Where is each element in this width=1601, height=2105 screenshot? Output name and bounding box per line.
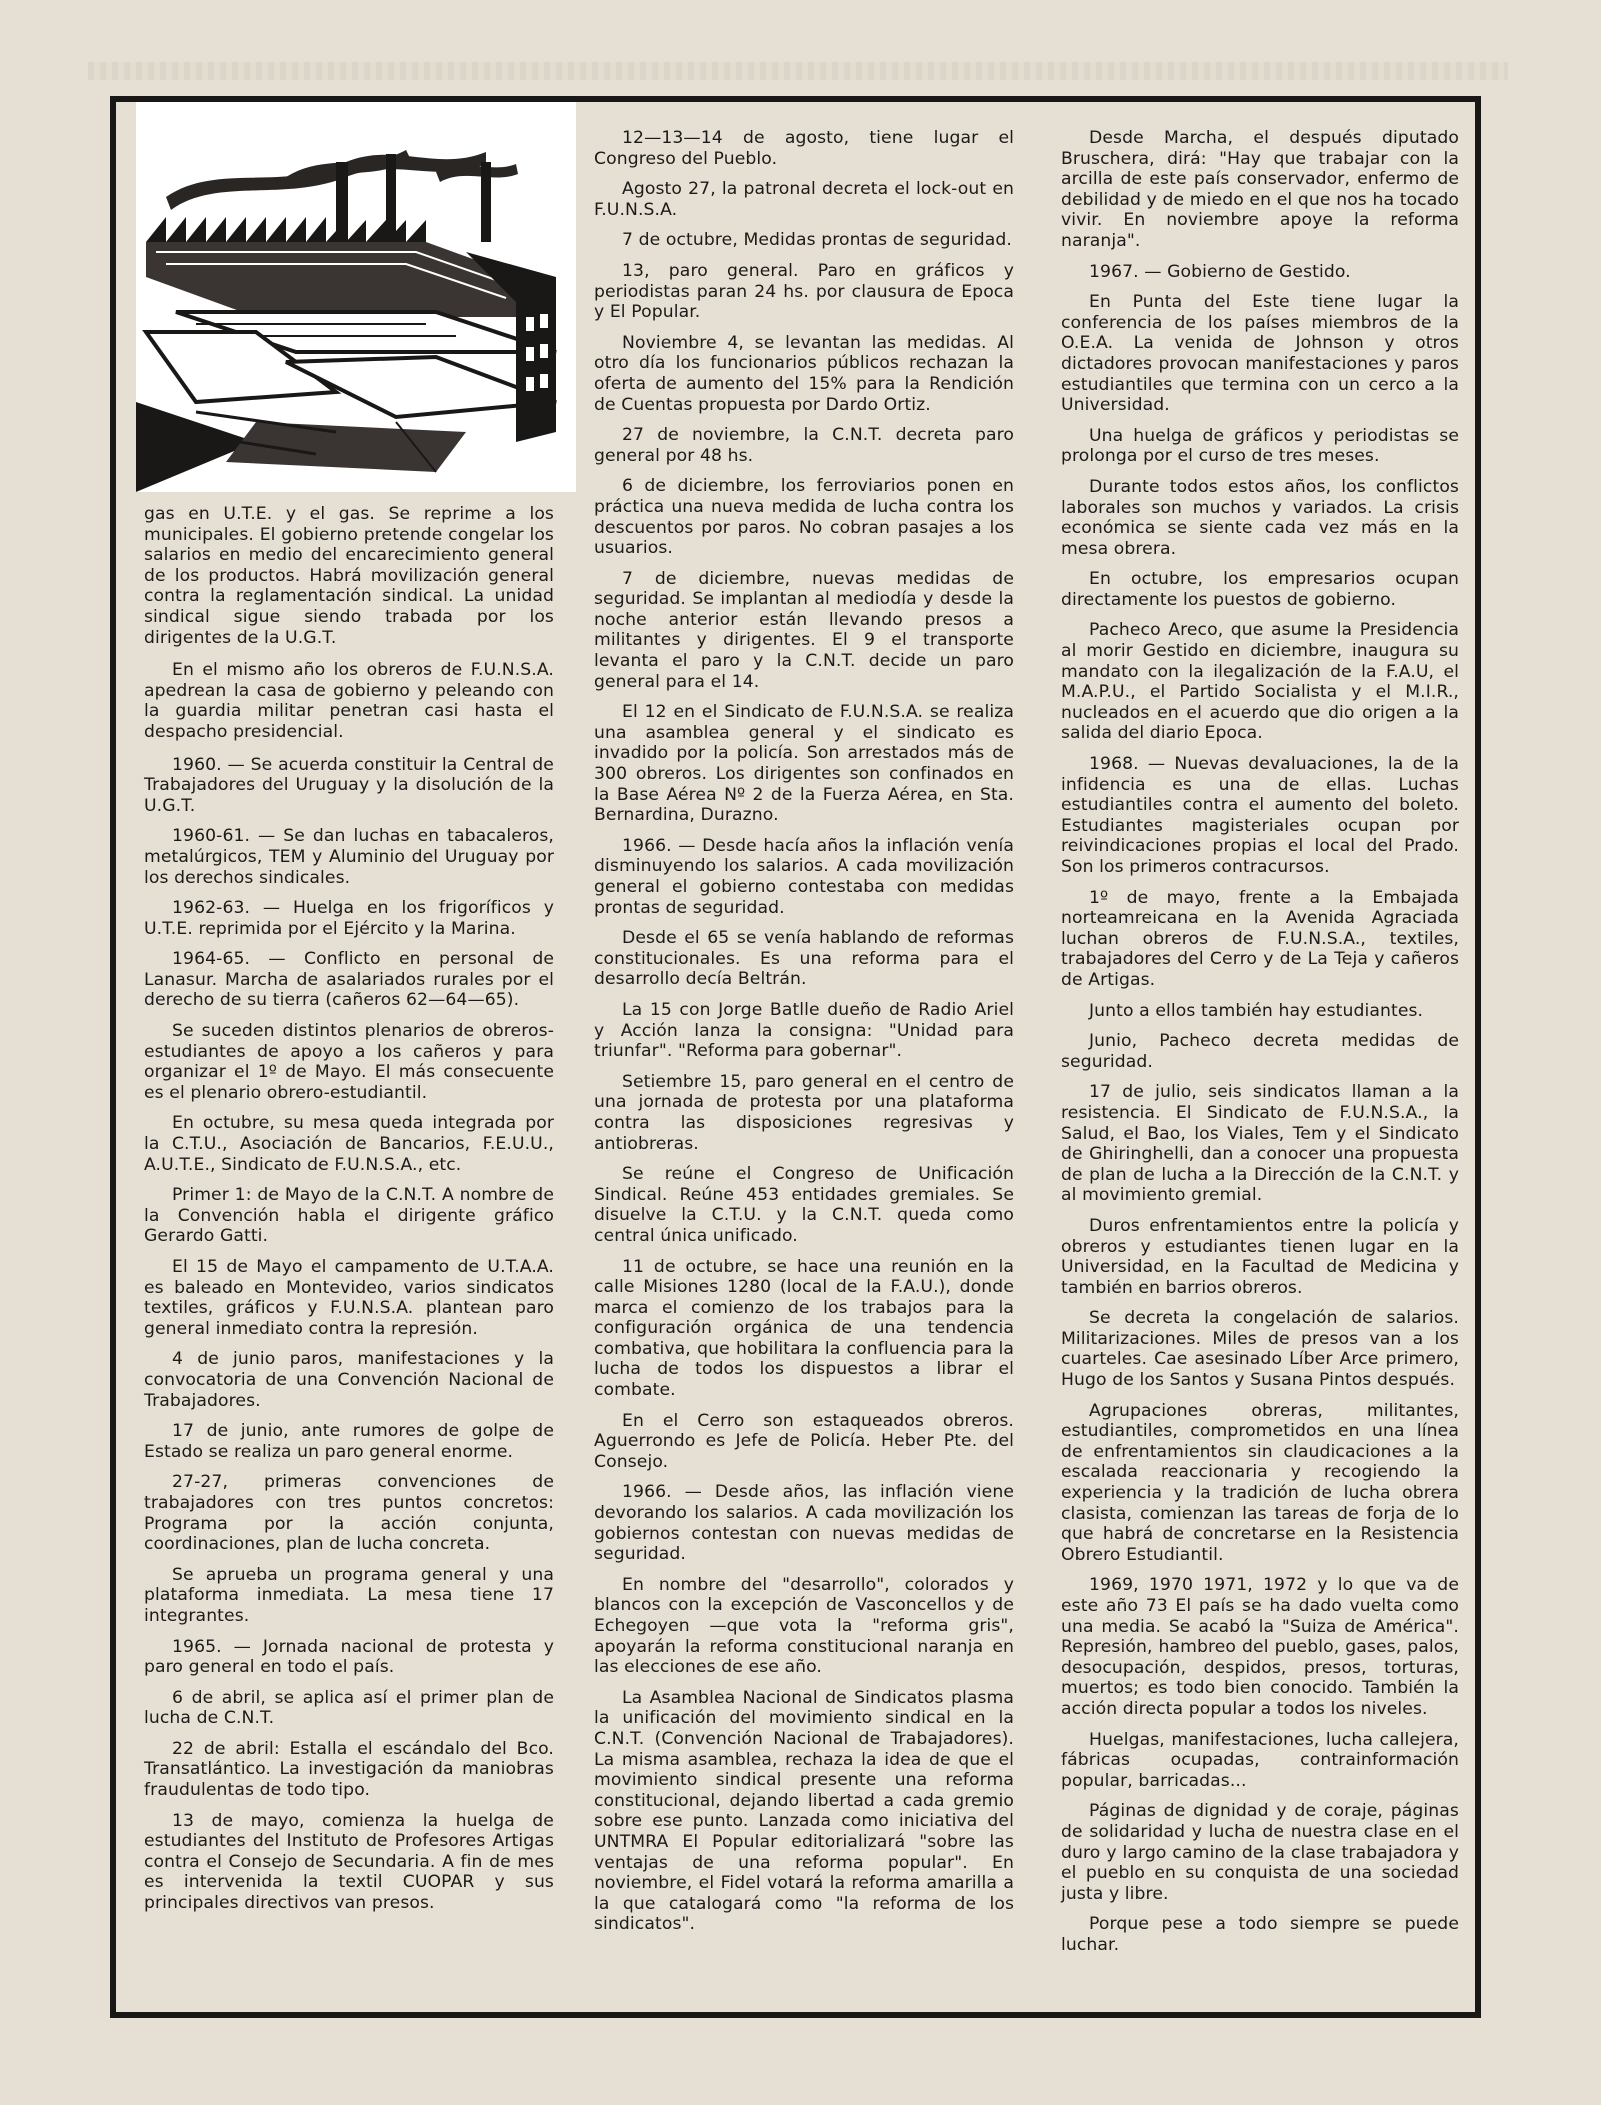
paragraph: Junto a ellos también hay estudiantes. [1089,1000,1424,1021]
paragraph: 7 de octubre, Medidas prontas de seguridad. [622,230,1012,251]
paragraph: 1960. — Se acuerda constituir la Central de Trabajadores del Uruguay y la disolución de la U.G.T. [144,754,554,816]
paragraph: Se reúne el Congreso de Unificación Sindical. Reúne 453 entidades gremiales. Se disuelve la C.T.U. y la C.N.T. queda como central única unificado. [594,1164,1014,1246]
paragraph: En el mismo año los obreros de F.U.N.S.A. apedrean la casa de gobierno y peleando con la guardia militar penetran casi hasta el despacho presidencial. [144,660,554,742]
paragraph: 4 de junio paros, manifestaciones y la convocatoria de una Convención Nacional de Trabajadores. [144,1349,554,1411]
paragraph: La Asamblea Nacional de Sindicatos plasma la unificación del movimiento sindical en la C.N.T. (Convención Nacional de Trabajadores). La misma asamblea, rechaza la idea de que el movimiento sindical presente una reforma constitucional, dejando libertad a cada gremio sobre ese punto. Lanzada como iniciativa del UNTMRA El Popular editorializará "sobre las ventajas de una reforma popular". En noviembre, el Fidel votará la reforma amarilla a la que catalogará como "la reforma de los sindicatos". [594,1687,1014,1935]
paragraph: El 15 de Mayo el campamento de U.T.A.A. es baleado en Montevideo, varios sindicatos textiles, gráficos y F.U.N.S.A. plantean paro general inmediato contra la represión. [144,1257,554,1339]
paragraph: 17 de junio, ante rumores de golpe de Estado se realiza un paro general enorme. [144,1421,554,1462]
paragraph: 27-27, primeras convenciones de trabajadores con tres puntos concretos: Programa por la acción conjunta, coordinaciones, plan de lucha concreta. [144,1472,554,1555]
paragraph: 1º de mayo, frente a la Embajada norteamreicana en la Avenida Agraciada luchan obreros de F.U.N.S.A., textiles, trabajadores del Cerro y de La Teja y cañeros de Artigas. [1061,887,1459,990]
paragraph: La 15 con Jorge Batlle dueño de Radio Ariel y Acción lanza la consigna: "Unidad para triunfar". "Reforma para gobernar". [594,999,1014,1062]
paragraph: 22 de abril: Estalla el escándalo del Bco. Transatlántico. La investigación da maniobras fraudulentas de todo tipo. [144,1738,554,1801]
paragraph: 13 de mayo, comienza la huelga de estudiantes del Instituto de Profesores Artigas contra el Consejo de Secundaria. A fin de mes es intervenida la textil CUOPAR y sus principales directivos van presos. [144,1810,554,1914]
paragraph: 1966. — Desde hacía años la inflación venía disminuyendo los salarios. A cada movilización general el gobierno contestaba con medidas prontas de seguridad. [594,835,1014,918]
paragraph: 12—13—14 de agosto, tiene lugar el Congreso del Pueblo. [594,128,1014,169]
paragraph: Noviembre 4, se levantan las medidas. Al otro día los funcionarios públicos rechazan la oferta de aumento del 15% para la Rendición de Cuentas propuesta por Dardo Ortiz. [594,332,1014,415]
column-3 [1061,128,1459,1966]
paragraph: Porque pese a todo siempre se puede luchar. [1061,1914,1459,1955]
column-1 [144,102,554,1914]
paragraph: Setiembre 15, paro general en el centro de una jornada de protesta por una plataforma contra las disposiciones regresivas y antiobreras. [594,1071,1014,1154]
paragraph: Durante todos estos años, los conflictos laborales son muchos y variados. La crisis económica se siente cada vez más en la mesa obrera. [1061,476,1459,559]
paragraph: Junio, Pacheco decreta medidas de seguridad. [1061,1031,1459,1072]
article-frame [110,96,1481,2018]
paragraph: 1962-63. — Huelga en los frigoríficos y U.T.E. reprimida por el Ejército y la Marina. [144,898,554,939]
paragraph: 17 de julio, seis sindicatos llaman a la resistencia. El Sindicato de F.U.N.S.A., la Salud, el Bao, los Viales, Tem y el Sindicato de Ghiringhelli, dan a conocer una propuesta de plan de lucha a la Dirección de la C.N.T. y al movimiento gremial. [1061,1082,1459,1206]
paragraph: 1967. — Gobierno de Gestido. [1089,261,1351,282]
column-1-text [144,504,554,1924]
paragraph: En octubre, los empresarios ocupan directamente los puestos de gobierno. [1061,569,1459,610]
paragraph: 1969, 1970 1971, 1972 y lo que va de este año 73 El país se ha dado vuelta como una media. Se acabó la "Suiza de América". Represión, hambreo del pueblo, gases, palos, desocupación, despidos, presos, torturas, muertos; es todo bien conocido. También la acción directa popular a todos los niveles. [1061,1575,1459,1719]
paragraph: 1965. — Jornada nacional de protesta y paro general en todo el país. [144,1636,554,1678]
column-2 [594,128,1014,1945]
paragraph: Huelgas, manifestaciones, lucha callejera, fábricas ocupadas, contrainformación popular, barricadas... [1061,1729,1459,1791]
paragraph: 1960-61. — Se dan luchas en tabacaleros, metalúrgicos, TEM y Aluminio del Uruguay por los derechos sindicales. [144,826,554,888]
paragraph: Desde el 65 se venía hablando de reformas constitucionales. Es una reforma para el desarrollo decía Beltrán. [594,928,1014,990]
paragraph: 6 de diciembre, los ferroviarios ponen en práctica una nueva medida de lucha contra los descuentos por paros. No cobran pasajes a los usuarios. [594,476,1014,559]
paragraph: 7 de diciembre, nuevas medidas de seguridad. Se implantan al mediodía y desde la noche anterior están llevando presos a militantes y dirigentes. El 9 el transporte levanta el paro y la C.N.T. decide un paro general para el 14. [594,568,1014,692]
paragraph: Agrupaciones obreras, militantes, estudiantiles, comprometidos en una línea de enfrentamientos sin claudicaciones a la escalada reaccionaria y recogiendo la experiencia y la tradición de lucha obrera clasista, comienzan las tareas de forja de lo que habrá de concretarse en la Resistencia Obrero Estudiantil. [1061,1400,1459,1565]
paragraph: En el Cerro son estaqueados obreros. Aguerrondo es Jefe de Policía. Heber Pte. del Consejo. [594,1410,1014,1472]
paragraph: Duros enfrentamientos entre la policía y obreros y estudiantes tienen lugar en la Universidad, en la Facultad de Medicina y también en barrios obreros. [1061,1215,1459,1298]
paragraph: Se aprueba un programa general y una plataforma inmediata. La mesa tiene 17 integrantes. [144,1564,554,1626]
paragraph: El 12 en el Sindicato de F.U.N.S.A. se realiza una asamblea general y el sindicato es invadido por la policía. Son arrestados más de 300 obreros. Los dirigentes son confinados en la Base Aérea Nº 2 de la Fuerza Aérea, en Sta. Bernardina, Durazno. [594,702,1014,826]
paragraph: Se suceden distintos plenarios de obreros-estudiantes de apoyo a los cañeros y para organizar el 1º de Mayo. El más consecuente es el plenario obrero-estudiantil. [144,1021,554,1103]
factory-drawing [136,102,576,492]
paragraph: 1964-65. — Conflicto en personal de Lanasur. Marcha de asalariados rurales por el derecho de su tierra (cañeros 62—64—65). [144,949,554,1011]
paragraph: 11 de octubre, se hace una reunión en la calle Misiones 1280 (local de la F.A.U.), donde marca el comienzo de los trabajos para la configuración orgánica de una tendencia combativa, que hobilitara la confluencia para la lucha de todos los dispuestos a librar el combate. [594,1256,1014,1401]
paragraph: 27 de noviembre, la C.N.T. decreta paro general por 48 hs. [594,425,1014,466]
factory-illustration [136,102,576,492]
paragraph: gas en U.T.E. y el gas. Se reprime a los municipales. El gobierno pretende congelar los salarios en medio del encarecimiento general de los productos. Habrá movilización general contra la reglamentación sindical. La unidad sindical sigue siendo trabada por los dirigentes de la U.G.T. [144,504,554,648]
paragraph: En octubre, su mesa queda integrada por la C.T.U., Asociación de Bancarios, F.E.U.U., A.U.T.E., Sindicato de F.U.N.S.A., etc. [144,1113,554,1175]
paragraph: Desde Marcha, el después diputado Bruschera, dirá: "Hay que trabajar con la arcilla de este país conservador, enfermo de debilidad y de miedo en el que nos ha tocado vivir. En noviembre apoye la reforma naranja". [1061,128,1459,251]
paragraph: En nombre del "desarrollo", colorados y blancos con la excepción de Vasconcellos y de Echegoyen —que vota la "reforma gris", apoyarán la reforma constitucional naranja en las elecciones de ese año. [594,1574,1014,1678]
paragraph: Agosto 27, la patronal decreta el lock-out en F.U.N.S.A. [594,179,1014,220]
paragraph: 1966. — Desde años, las inflación viene devorando los salarios. A cada movilización los gobiernos contestan con nuevas medidas de seguridad. [594,1482,1014,1565]
paragraph: Se decreta la congelación de salarios. Militarizaciones. Miles de presos van a los cuarteles. Cae asesinado Líber Arce primero, Hugo de los Santos y Susana Pintos después. [1061,1308,1459,1391]
paragraph: Pacheco Areco, que asume la Presidencia al morir Gestido en diciembre, inaugura su mandato con la ilegalización de la F.A.U, el M.A.P.U., el Partido Socialista y el M.I.R., nucleados en el acuerdo que dio origen a la salida del diario Epoca. [1061,620,1459,744]
paragraph: 13, paro general. Paro en gráficos y periodistas paran 24 hs. por clausura de Epoca y El Popular. [594,260,1014,323]
page-top-strip [88,62,1508,80]
paragraph: Una huelga de gráficos y periodistas se prolonga por el curso de tres meses. [1061,425,1459,467]
paragraph: 1968. — Nuevas devaluaciones, la de la infidencia es una de ellas. Luchas estudiantiles contra el aumento del boleto. Estudiantes magisteriales ocupan por reivindicaciones propias el local del Prado. Son los primeros contracursos. [1061,754,1459,877]
paragraph: 6 de abril, se aplica así el primer plan de lucha de C.N.T. [144,1687,554,1729]
paragraph: En Punta del Este tiene lugar la conferencia de los países miembros de la O.E.A. La venida de Johnson y otros dictadores provocan manifestaciones y paros estudiantiles que termina con un cerco a la Universidad. [1061,292,1459,416]
paragraph: Primer 1: de Mayo de la C.N.T. A nombre de la Convención habla el dirigente gráfico Gerardo Gatti. [144,1185,554,1247]
paragraph: Páginas de dignidad y de coraje, páginas de solidaridad y lucha de nuestra clase en el duro y largo camino de la clase trabajadora y el pueblo en su conquista de una sociedad justa y libre. [1061,1801,1459,1904]
